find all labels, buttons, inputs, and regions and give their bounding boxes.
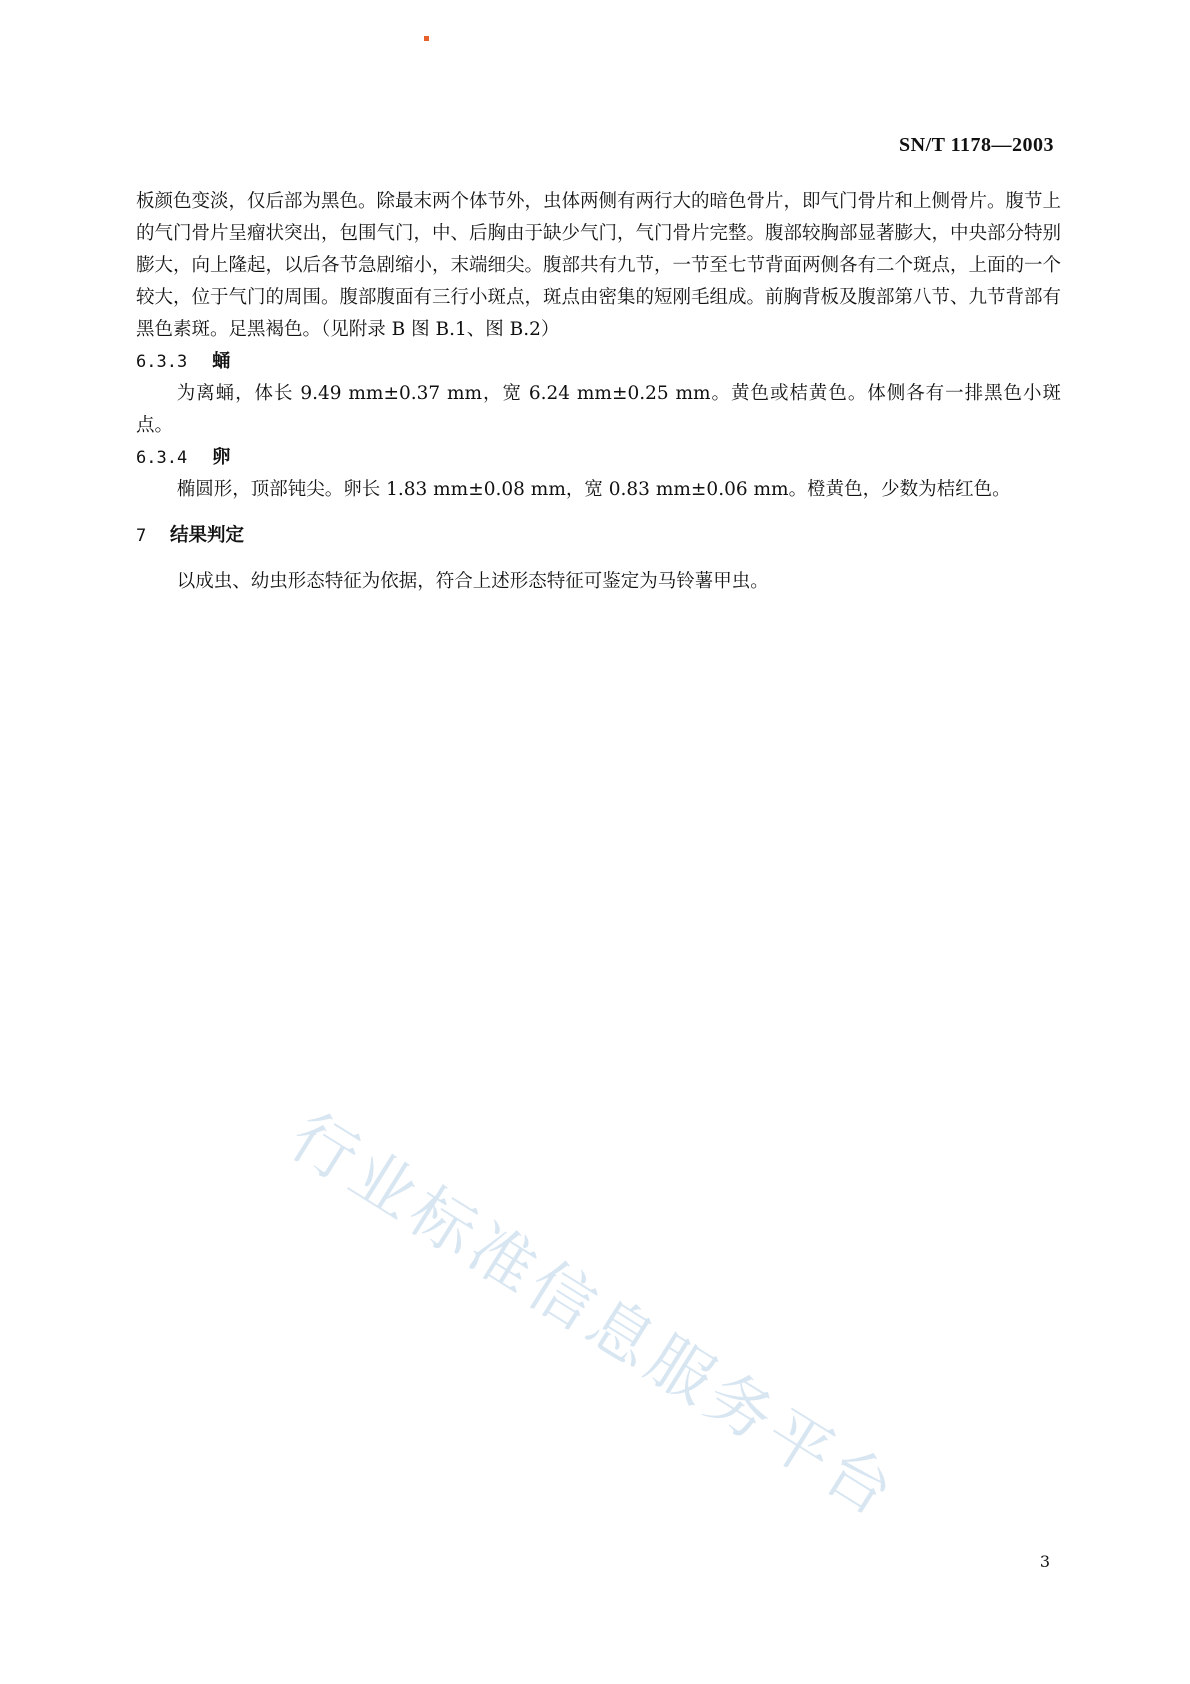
orange-mark [424, 36, 429, 41]
heading-number: 6.3.4 [136, 448, 188, 468]
heading-number: 7 [136, 526, 147, 546]
heading-6-3-3 [136, 346, 1061, 378]
watermark-text: 行业标准信息服务平台 [277, 1099, 911, 1534]
paragraph-result: 以成虫、幼虫形态特征为依据，符合上述形态特征可鉴定为马铃薯甲虫。 [176, 571, 769, 592]
heading-title: 蛹 [212, 351, 231, 372]
paragraph-egg: 椭圆形，顶部钝尖。卵长 1.83 mm±0.08 mm，宽 0.83 mm±0.06 mm。橙黄色，少数为桔红色。 [176, 479, 1011, 500]
heading-6-3-4 [136, 442, 1061, 474]
paragraph-larva-continued: 板颜色变淡，仅后部为黑色。除最末两个体节外，虫体两侧有两行大的暗色骨片，即气门骨片和上侧骨片。腹节上的气门骨片呈瘤状突出，包围气门，中、后胸由于缺少气门，气门骨片完整。腹部较胸部显著膨大，中央部分特别膨大，向上隆起，以后各节急剧缩小，末端细尖。腹部共有九节，一节至七节背面两侧各有二个斑点，上面的一个较大，位于气门的周围。腹部腹面有三行小斑点，斑点由密集的短刚毛组成。前胸背板及腹部第八节、九节背部有黑色素斑。足黑褐色。（见附录 B 图 B.1、图 B.2） [136, 191, 1062, 340]
document-code: SN/T 1178—2003 [899, 134, 1054, 156]
heading-title: 结果判定 [170, 525, 245, 546]
heading-number: 6.3.3 [136, 352, 188, 372]
heading-title: 卵 [212, 447, 231, 468]
page-number: 3 [1039, 1552, 1050, 1571]
document-body [136, 186, 1061, 598]
heading-7 [136, 520, 1061, 552]
paragraph-pupa: 为离蛹，体长 9.49 mm±0.37 mm，宽 6.24 mm±0.25 mm。黄色或桔黄色。体侧各有一排黑色小斑点。 [136, 383, 1061, 436]
